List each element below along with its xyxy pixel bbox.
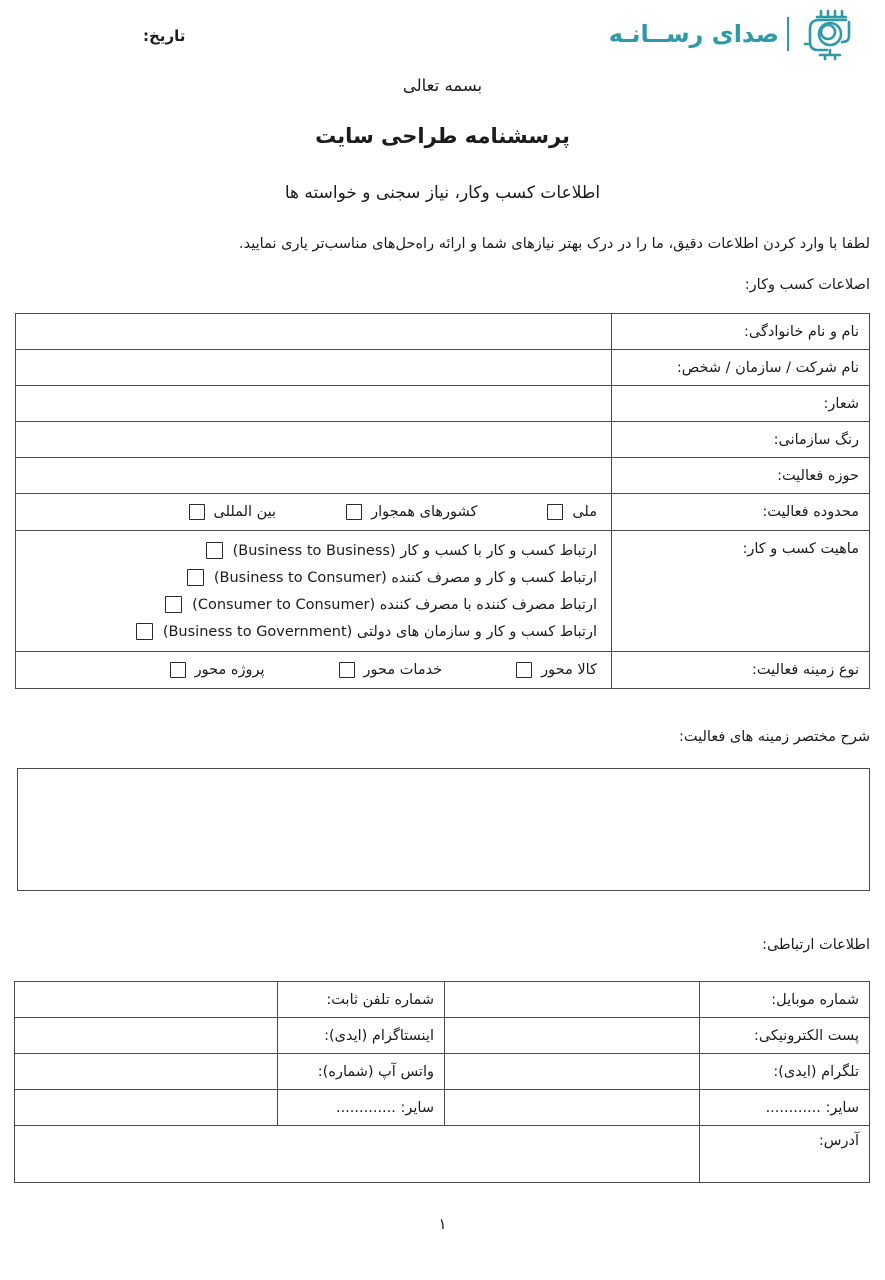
label-mobile: شماره موبایل: [700,982,870,1018]
b2b-option-label: ارتباط کسب و کار با کسب و کار (Business to Business) [232,542,597,559]
contact-info-table [14,981,870,1183]
page-title: پرسشنامه طراحی سایت [315,124,570,148]
scope-international-label: بین المللی [213,504,277,520]
label-telegram: تلگرام (ایدی): [700,1054,870,1090]
b2g-option-label: ارتباط کسب و کار و سازمان های دولتی (Business to Government) [162,623,597,640]
table-row [16,386,870,422]
logo-text: صدای رســانـه [608,20,779,48]
landline-input-cell[interactable] [15,982,278,1018]
label-other-right: سایر: ............ [700,1090,870,1126]
product-oriented-label: کالا محور [541,662,597,678]
telegram-input-cell[interactable] [445,1054,700,1090]
label-whatsapp: واتس آپ (شماره): [278,1054,445,1090]
table-row [15,1090,870,1126]
service-oriented-label: خدمات محور [363,662,443,678]
microphone-icon [797,6,867,62]
address-input-cell[interactable] [15,1126,700,1183]
bismillah-heading: بسمه تعالی [402,76,483,95]
activity-type-row [16,652,870,689]
label-address: آدرس: [700,1126,870,1183]
b2g-checkbox[interactable] [136,623,153,640]
table-row [16,314,870,350]
logo-divider [787,17,789,51]
description-section-label: شرح مختصر زمینه های فعالیت: [679,729,870,745]
whatsapp-input-cell[interactable] [15,1054,278,1090]
full-name-input-cell[interactable] [16,314,612,350]
label-landline: شماره تلفن ثابت: [278,982,445,1018]
brand-color-input-cell[interactable] [16,422,612,458]
label-activity-field: حوزه فعالیت: [612,458,870,494]
other-left-input-cell[interactable] [15,1090,278,1126]
c2c-checkbox[interactable] [165,596,182,613]
intro-text: لطفا با وارد کردن اطلاعات دقیق، ما را در درک بهتر نیازهای شما و ارائه راه‌حل‌های مناسب‌تر یاری نمایید. [239,236,870,252]
activity-field-input-cell[interactable] [16,458,612,494]
label-business-nature: ماهیت کسب و کار: [612,531,870,652]
label-slogan: شعار: [612,386,870,422]
product-oriented-checkbox[interactable] [516,662,532,678]
page-subtitle: اطلاعات کسب وکار، نیاز سجنی و خواسته ها [284,183,601,203]
scope-neighboring-countries-checkbox[interactable] [346,504,362,520]
label-full-name: نام و نام خانوادگی: [612,314,870,350]
scope-international-checkbox[interactable] [189,504,205,520]
table-row [16,350,870,386]
label-other-left: سایر: ............. [278,1090,445,1126]
b2c-option-label: ارتباط کسب و کار و مصرف کننده (Business to Consumer) [213,569,597,586]
label-company-name: نام شرکت / سازمان / شخص: [612,350,870,386]
slogan-input-cell[interactable] [16,386,612,422]
project-oriented-label: پروژه محور [194,662,265,678]
project-oriented-checkbox[interactable] [170,662,186,678]
table-row [16,422,870,458]
page-number: ۱ [438,1215,447,1233]
business-nature-row [16,531,870,652]
business-info-table [15,313,870,689]
label-brand-color: رنگ سازمانی: [612,422,870,458]
activity-scope-row [16,494,870,531]
other-right-input-cell[interactable] [445,1090,700,1126]
table-row [16,458,870,494]
scope-national-label: ملی [572,504,597,520]
label-instagram: اینستاگرام (ایدی): [278,1018,445,1054]
table-row [15,1018,870,1054]
label-activity-type: نوع زمینه فعالیت: [612,652,870,689]
service-oriented-checkbox[interactable] [339,662,355,678]
label-email: پست الکترونیکی: [700,1018,870,1054]
company-name-input-cell[interactable] [16,350,612,386]
address-row [15,1126,870,1183]
business-info-section-label: اصلاعات کسب وکار: [744,277,870,293]
scope-national-checkbox[interactable] [547,504,563,520]
scope-neighboring-countries-label: کشورهای همجوار [371,504,478,520]
company-logo [609,6,867,62]
instagram-input-cell[interactable] [15,1018,278,1054]
table-row [15,982,870,1018]
table-row [15,1054,870,1090]
mobile-input-cell[interactable] [445,982,700,1018]
email-input-cell[interactable] [445,1018,700,1054]
b2b-checkbox[interactable] [206,542,223,559]
description-textarea[interactable] [17,768,870,891]
contact-section-label: اطلاعات ارتباطی: [762,937,870,953]
label-activity-scope: محدوده فعالیت: [612,494,870,531]
c2c-option-label: ارتباط مصرف کننده با مصرف کننده (Consumer to Consumer) [192,596,597,613]
b2c-checkbox[interactable] [187,569,204,586]
date-label: تاریخ: [143,27,186,45]
